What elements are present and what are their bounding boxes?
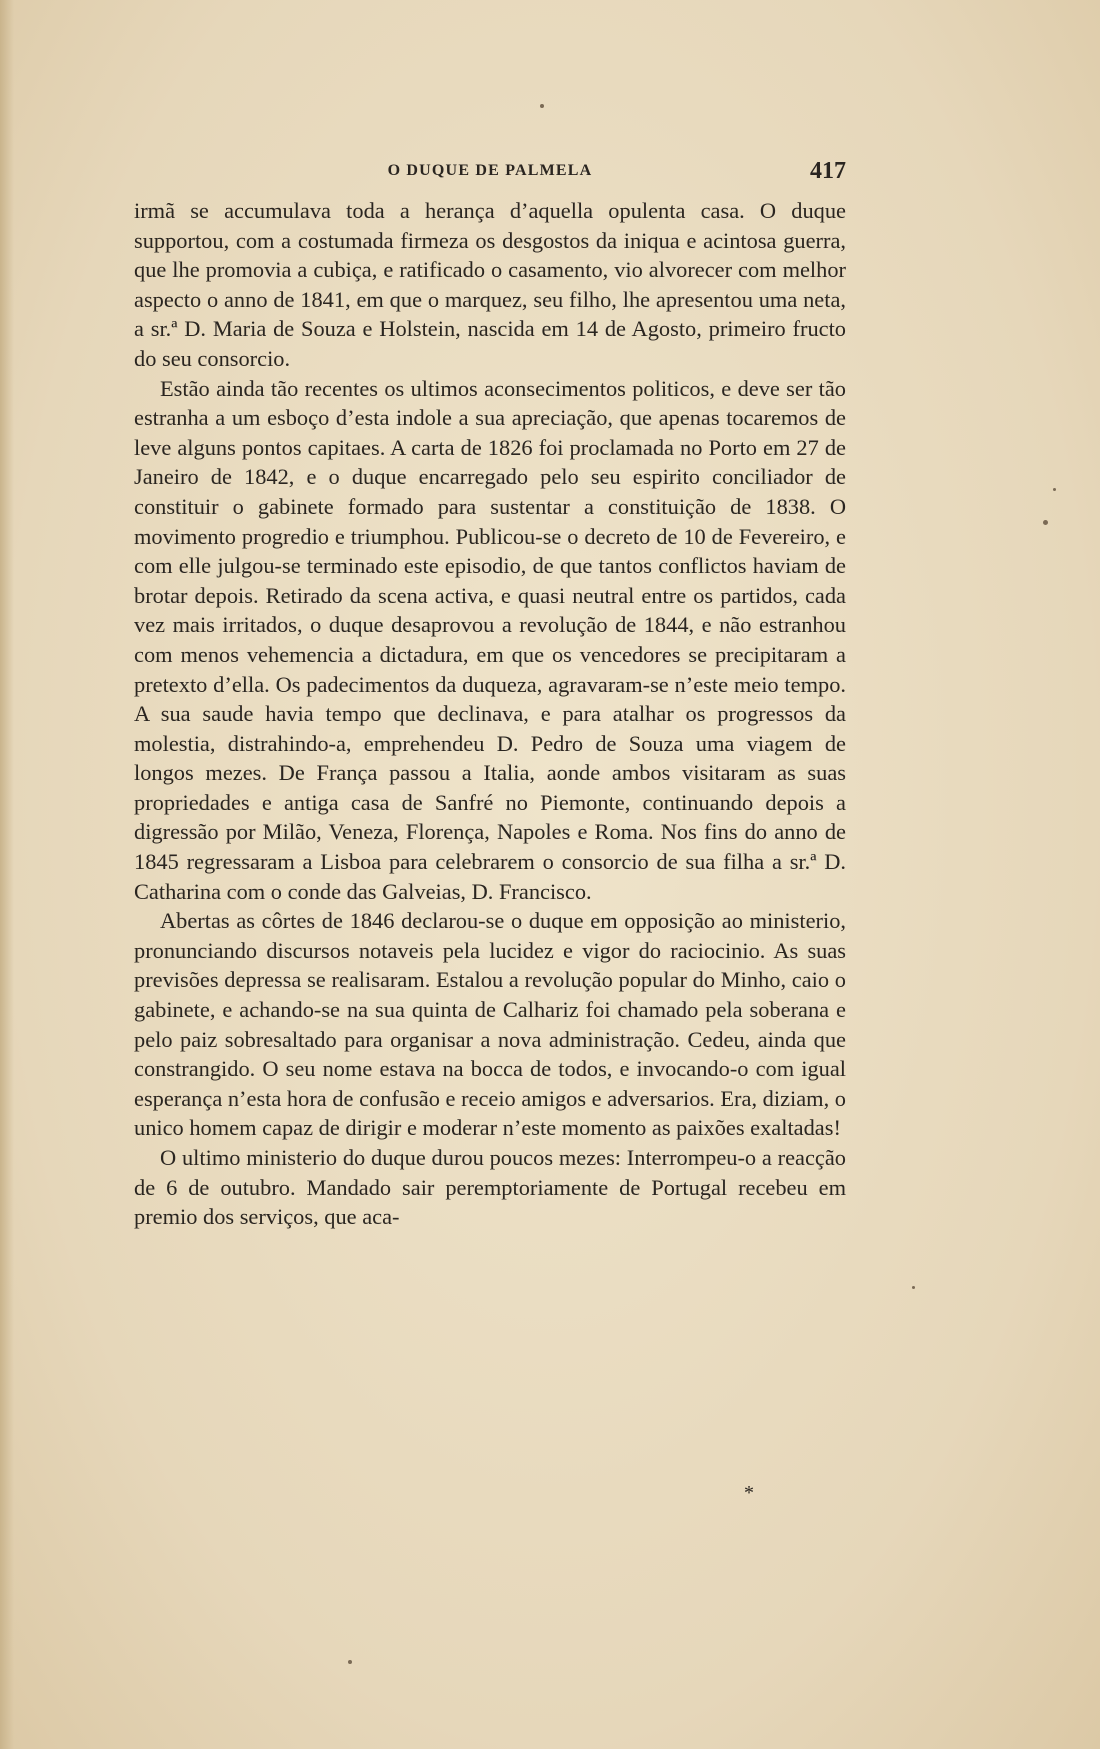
paragraph-cortes-1846: Abertas as côrtes de 1846 declarou-se o duque em opposição ao ministerio, pronunciando discursos notaveis pela lucidez e vigor do raciocinio. As suas previsões depressa se realisaram. Estalou a revolução popular do Minho, caio o gabinete, e achando-se na sua quinta de Calhariz foi chamado pela soberana e pelo paiz sobresaltado para organisar a nova administração. Cedeu, ainda que constrangido. O seu nome estava na bocca de todos, e invocando-o com igual esperança n’esta hora de confusão e receio amigos e adversarios. Era, diziam, o unico homem capaz de dirigir e moderar n’este momento as paixões exaltadas! (134, 908, 846, 1141)
paper-speck (1053, 488, 1056, 491)
body-text (134, 196, 846, 1232)
paragraph-last-ministry: O ultimo ministerio do duque durou poucos mezes: Interrompeu-o a reacção de 6 de outubro. Mandado sair peremptoriamente de Portugal recebeu em premio dos serviços, que aca- (134, 1145, 846, 1230)
paragraph-continuation: irmã se accumulava toda a herança d’aquella opulenta casa. O duque supportou, com a costumada firmeza os desgostos da iniqua e acintosa guerra, que lhe promovia a cubiça, e ratificado o casamento, vio alvorecer com melhor aspecto o anno de 1841, em que o marquez, seu filho, lhe apresentou uma neta, a sr.ª D. Maria de Souza e Holstein, nascida em 14 de Agosto, primeiro fructo do seu consorcio. (134, 198, 846, 371)
running-title: O DUQUE DE PALMELA (387, 162, 593, 179)
paper-speck (348, 1660, 352, 1664)
page-header (134, 158, 846, 188)
signature-mark: * (744, 1482, 754, 1504)
page-number: 417 (810, 158, 846, 184)
paper-speck (912, 1286, 915, 1289)
paper-speck (1043, 520, 1048, 525)
paper-speck (540, 104, 544, 108)
paragraph-political-events: Estão ainda tão recentes os ultimos aconsecimentos politicos, e deve ser tão estranha a um esboço d’esta indole a sua apreciação, que apenas tocaremos de leve alguns pontos capitaes. A carta de 1826 foi proclamada no Porto em 27 de Janeiro de 1842, e o duque encarregado pelo seu espirito conciliador de constituir o gabinete formado para sustentar a constituição de 1838. O movimento progredio e triumphou. Publicou-se o decreto de 10 de Fevereiro, e com elle julgou-se terminado este episodio, de que tantos conflictos haviam de brotar depois. Retirado da scena activa, e quasi neutral entre os partidos, cada vez mais irritados, o duque desaprovou a revolução de 1844, e não estranhou com menos vehemencia a dictadura, em que os vencedores se precipitaram a pretexto d’ella. Os padecimentos da duqueza, agravaram-se n’este meio tempo. A sua saude havia tempo que declinava, e para atalhar os progressos da molestia, distrahindo-a, emprehendeu D. Pedro de Souza uma viagem de longos mezes. De França passou a Italia, aonde ambos visitaram as suas propriedades e antiga casa de Sanfré no Piemonte, continuando depois a digressão por Milão, Veneza, Florença, Napoles e Roma. Nos fins do anno de 1845 regressaram a Lisboa para celebrarem o consorcio de sua filha a sr.ª D. Catharina com o conde das Galveias, D. Francisco. (134, 375, 846, 904)
page-edge-shadow (0, 0, 14, 1749)
